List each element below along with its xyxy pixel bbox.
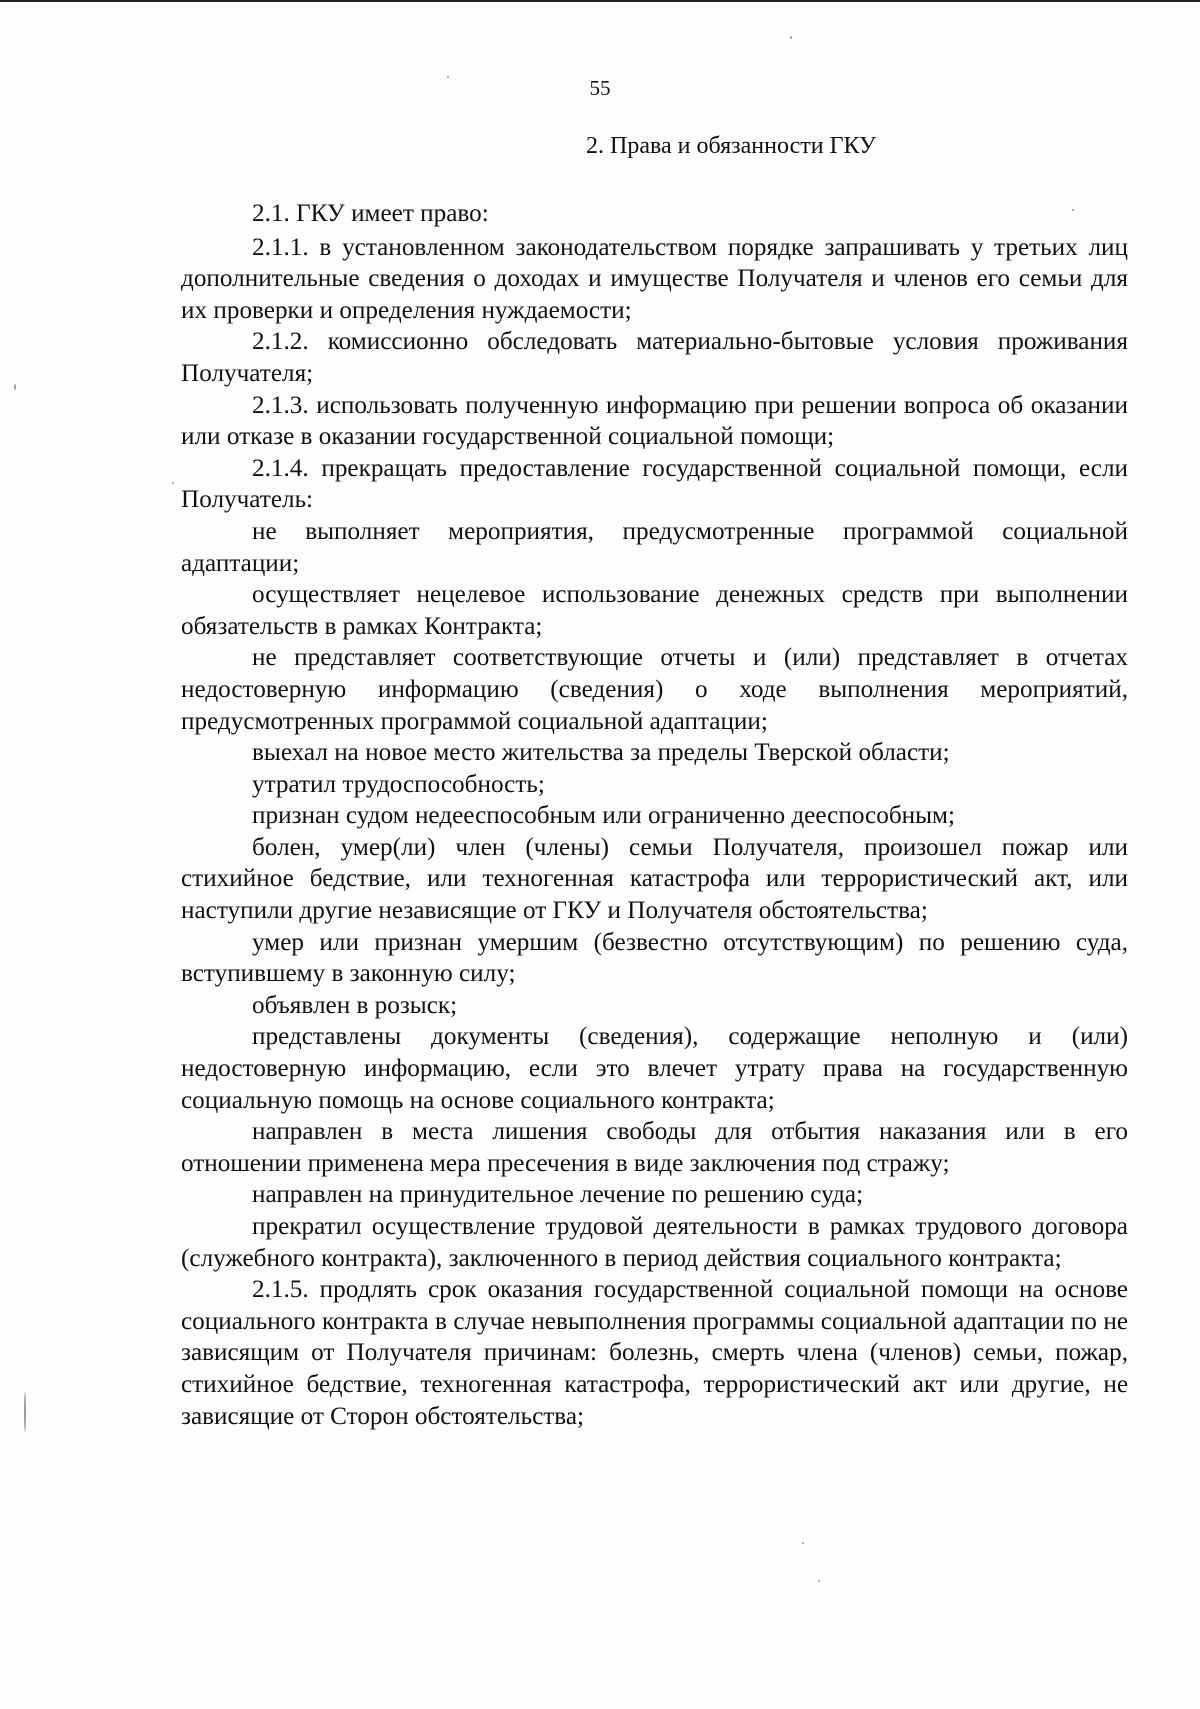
paragraph: выехал на новое место жительства за пределы Тверской области; [252,739,950,767]
paragraph: направлен в места лишения свободы для отбытия наказания или в его отношении применена мера пресечения в виде заключения под стражу; [181,1118,1128,1177]
paragraph: не представляет соответствующие отчеты и (или) представляет в отчетах недостоверную информацию (сведения) о ходе выполнения мероприятий, предусмотренных программой социальной адаптации; [181,644,1128,735]
scan-speck [818,1580,820,1582]
scan-speck [802,1542,804,1544]
paragraph: 2.1. ГКУ имеет право: [252,200,489,227]
paragraph: прекратил осуществление трудовой деятельности в рамках трудового договора (служебного контракта), заключенного в период действия социального контракта; [181,1213,1128,1272]
paragraph: осуществляет нецелевое использование денежных средств при выполнении обязательств в рамках Контракта; [181,581,1128,640]
paragraph: направлен на принудительное лечение по решению суда; [252,1181,864,1209]
scan-speck [447,76,449,78]
page-number: 55 [589,76,611,100]
paragraph: 2.1.5. продлять срок оказания государственной социальной помощи на основе социального контракта в случае невыполнения программы социальной адаптации по не зависящим от Получателя причинам: болезнь, смерть члена (членов) семьи, пожар, стихийное бедствие, техногенная катастрофа, террористический акт или другие, не зависящие от Сторон обстоятельства; [181,1276,1128,1430]
paragraph: признан судом недееспособным или ограниченно дееспособным; [252,802,955,830]
paragraph: 2.1.2. комиссионно обследовать материально-бытовые условия проживания Получателя; [181,328,1128,387]
scan-speck [172,482,174,484]
paragraph: не выполняет мероприятия, предусмотренные программой социальной адаптации; [181,517,1128,577]
paragraph: утратил трудоспособность; [252,770,545,798]
document-body [181,198,1128,1432]
scan-speck [24,1392,26,1432]
scan-speck [790,36,792,39]
section-title: 2. Права и обязанности ГКУ [586,133,876,159]
paragraph: болен, умер(ли) член (члены) семьи Получателя, произошел пожар или стихийное бедствие, или техногенная катастрофа или террористический акт, или наступили другие независящие от ГКУ и Получателя обстоятельства; [181,833,1128,925]
paragraph: представлены документы (сведения), содержащие неполную и (или) недостоверную информацию, если это влечет утрату права на государственную социальную помощь на основе социального контракта; [181,1023,1128,1114]
scan-speck [14,384,16,390]
paragraph: 2.1.4. прекращать предоставление государственной социальной помощи, если Получатель: [181,454,1128,514]
paragraph: умер или признан умершим (безвестно отсутствующим) по решению суда, вступившему в законную силу; [181,928,1128,988]
paragraph: объявлен в розыск; [252,991,458,1019]
scan-speck [1072,209,1074,211]
paragraph: 2.1.3. использовать полученную информацию при решении вопроса об оказании или отказе в оказании государственной социальной помощи; [181,391,1128,451]
paragraph: 2.1.1. в установленном законодательством порядке запрашивать у третьих лиц дополнительные сведения о доходах и имуществе Получателя и членов его семьи для их проверки и определения нуждаемости; [181,233,1128,324]
